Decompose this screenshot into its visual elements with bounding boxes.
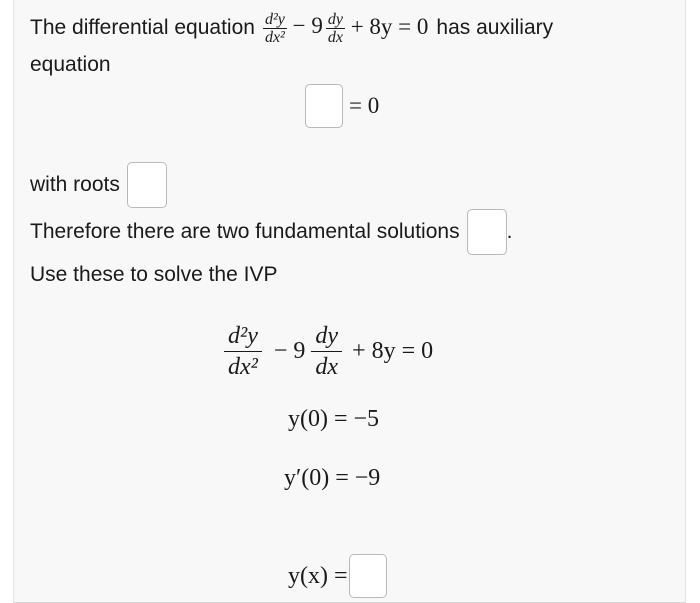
intro-dy: dy xyxy=(327,10,343,28)
fundamental-row xyxy=(30,209,512,255)
intro-line xyxy=(30,8,553,48)
solution-lhs: y(x) = xyxy=(288,562,348,589)
roots-label: with roots xyxy=(30,173,120,196)
intro-d2y: d²y xyxy=(264,10,285,28)
solution-input[interactable] xyxy=(349,554,387,598)
ivp-first-derivative xyxy=(311,321,342,382)
intro-suffix: has auxiliary xyxy=(436,16,554,39)
roots-input[interactable] xyxy=(127,162,167,208)
ivp-d2y: d²y xyxy=(228,322,258,349)
fundamental-period: . xyxy=(506,220,513,243)
roots-row xyxy=(30,162,167,208)
fundamental-label: Therefore there are two fundamental solutions xyxy=(30,220,460,243)
ivp-initial-condition-2: y′(0) = −9 xyxy=(284,465,381,491)
ivp-label: Use these to solve the IVP xyxy=(30,263,278,286)
intro-dx2: dx² xyxy=(264,28,285,46)
intro-minus-nine: − 9 xyxy=(286,13,323,39)
intro-first-derivative xyxy=(326,11,345,46)
intro-second-derivative xyxy=(263,11,287,46)
fundamental-solutions-input[interactable] xyxy=(467,209,507,255)
intro-equation-rest: + 8y = 0 xyxy=(344,13,429,39)
intro-line2: equation xyxy=(30,53,111,76)
intro-equation xyxy=(263,11,428,46)
intro-dx: dx xyxy=(327,28,343,46)
ivp-equation-rest: + 8y = 0 xyxy=(352,337,434,364)
ivp-initial-condition-1: y(0) = −5 xyxy=(288,406,380,432)
auxiliary-equation xyxy=(305,84,379,128)
ivp-dx2: dx² xyxy=(224,351,262,382)
ivp-dy: dy xyxy=(315,322,339,349)
auxiliary-equals-zero: = 0 xyxy=(349,93,380,118)
ivp-minus-nine: − 9 xyxy=(273,337,306,364)
ivp-equation xyxy=(224,316,433,386)
intro-prefix: The differential equation xyxy=(30,16,255,39)
solution-row xyxy=(288,554,387,598)
ivp-dx: dx xyxy=(311,351,342,382)
auxiliary-equation-input[interactable] xyxy=(305,84,343,128)
ivp-second-derivative xyxy=(224,321,262,382)
